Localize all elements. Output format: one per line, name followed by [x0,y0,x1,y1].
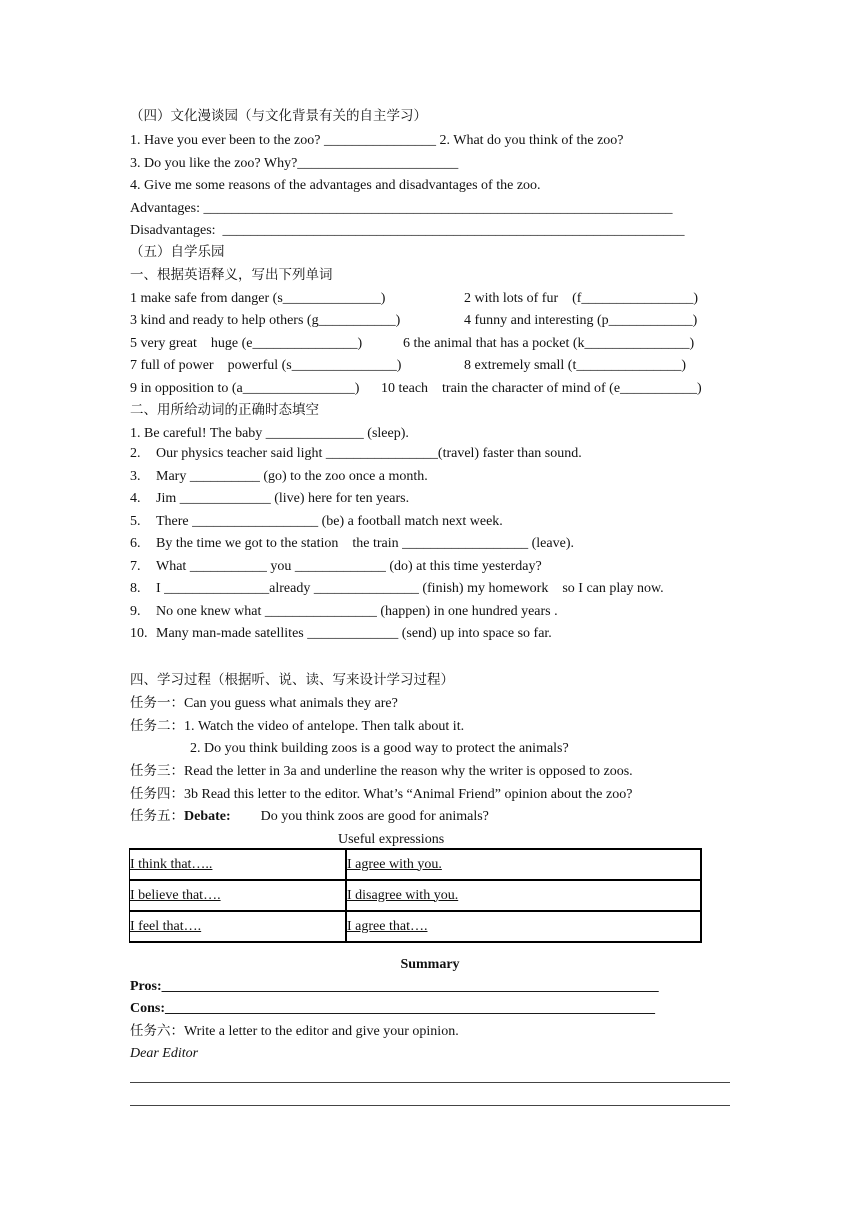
table-cell [346,880,701,911]
expression-text: I disagree with you. [347,887,459,903]
table-cell [130,849,347,880]
advantages-line: Advantages: ___________________________________________________________________ [130,201,673,216]
task-5-debate: Debate: [184,809,231,824]
word-item-6: 6 the animal that has a pocket (k_______________) [403,336,695,351]
expression-text: I agree with you. [347,856,442,872]
task-2-label: 任务二： [130,718,184,734]
useful-expressions-table [129,848,702,943]
task-4-text: 3b Read this letter to the editor. What’s “Animal Friend” opinion about the zoo? [184,787,633,802]
tense-number: 4. [130,491,141,506]
task-3-label: 任务三： [130,763,184,779]
task-2-text-2: 2. Do you think building zoos is a good way to protect the animals? [190,741,569,756]
tense-text: I _______________already _______________ (finish) my homework so I can play now. [156,581,664,596]
word-item-9: 9 in opposition to (a________________) [130,381,360,396]
tense-text: Our physics teacher said light ________________(travel) faster than sound. [156,446,582,461]
tense-text: There __________________ (be) a football match next week. [156,514,503,529]
task-5-text: Do you think zoos are good for animals? [260,809,489,824]
section-4-title: （四）文化漫谈园（与文化背景有关的自主学习） [130,108,427,124]
cons-line: Cons:______________________________________________________________________ [130,1001,656,1016]
word-item-4: 4 funny and interesting (p____________) [464,313,698,328]
tense-number: 3. [130,469,141,484]
word-item-1: 1 make safe from danger (s______________) [130,291,386,306]
culture-question-3: 3. Do you like the zoo? Why?_______________________ [130,156,459,171]
culture-question-4: 4. Give me some reasons of the advantages and disadvantages of the zoo. [130,178,541,193]
tense-number: 6. [130,536,141,551]
process-title: 四、学习过程（根据听、说、读、写来设计学习过程） [130,672,454,688]
table-cell [130,911,347,942]
tense-text: What ___________ you _____________ (do) at this time yesterday? [156,559,542,574]
task-6 [130,1022,459,1041]
task-6-label: 任务六： [130,1023,184,1039]
writing-line [130,1082,730,1083]
disadvantages-line: Disadvantages: __________________________________________________________________ [130,223,685,238]
table-cell [130,880,347,911]
tense-text: Many man-made satellites _____________ (send) up into space so far. [156,626,552,641]
summary-title: Summary [400,957,460,972]
tense-item [130,625,552,643]
table-row [130,849,702,880]
task-3-text: Read the letter in 3a and underline the reason why the writer is opposed to zoos. [184,764,633,779]
pros-line: Pros:_______________________________________________________________________ [130,979,659,994]
word-item-5: 5 very great huge (e_______________) [130,336,363,351]
tense-item [130,468,428,486]
expression-text: I believe that…. [130,887,221,903]
task-4-label: 任务四： [130,786,184,802]
tense-item [130,490,409,508]
task-5 [130,807,489,826]
table-cell [346,849,701,880]
writing-line [130,1105,730,1106]
task-1-text: Can you guess what animals they are? [184,696,398,711]
tense-number: 2. [130,446,141,461]
useful-expressions-title: Useful expressions [338,832,445,847]
task-1 [130,694,398,713]
part-2-title: 二、用所给动词的正确时态填空 [130,402,319,418]
expression-text: I feel that…. [130,918,202,934]
word-item-7: 7 full of power powerful (s_______________) [130,358,402,373]
task-2 [130,717,464,736]
task-5-label: 任务五： [130,808,184,824]
expression-text: I think that….. [130,856,213,872]
task-1-label: 任务一： [130,695,184,711]
table-row [130,880,702,911]
tense-item-1: 1. Be careful! The baby ______________ (sleep). [130,426,409,441]
tense-item [130,535,574,553]
tense-number: 7. [130,559,141,574]
tense-item [130,445,582,463]
expression-text: I agree that…. [347,918,428,934]
tense-item [130,580,664,598]
tense-text: By the time we got to the station the train __________________ (leave). [156,536,574,551]
word-item-3: 3 kind and ready to help others (g___________) [130,313,401,328]
culture-question-1: 1. Have you ever been to the zoo? ________________ 2. What do you think of the zoo? [130,133,624,148]
section-5-title: （五）自学乐园 [130,244,225,260]
tense-text: Mary __________ (go) to the zoo once a month. [156,469,428,484]
tense-number: 9. [130,604,141,619]
table-row [130,911,702,942]
tense-text: Jim _____________ (live) here for ten years. [156,491,410,506]
tense-number: 10. [130,626,148,641]
task-4 [130,785,632,804]
tense-item [130,513,503,531]
part-1-title: 一、根据英语释义，写出下列单词 [130,267,333,283]
table-cell [346,911,701,942]
word-item-10: 10 teach train the character of mind of (e___________) [381,381,702,396]
tense-item [130,603,558,621]
tense-number: 5. [130,514,141,529]
task-2-text: 1. Watch the video of antelope. Then talk about it. [184,719,465,734]
task-6-text: Write a letter to the editor and give your opinion. [184,1024,459,1039]
dear-editor: Dear Editor [130,1046,199,1061]
word-item-2: 2 with lots of fur (f________________) [464,291,699,306]
task-3 [130,762,633,781]
tense-item [130,558,542,576]
word-item-8: 8 extremely small (t_______________) [464,358,687,373]
tense-number: 8. [130,581,141,596]
tense-text: No one knew what ________________ (happen) in one hundred years . [156,604,558,619]
